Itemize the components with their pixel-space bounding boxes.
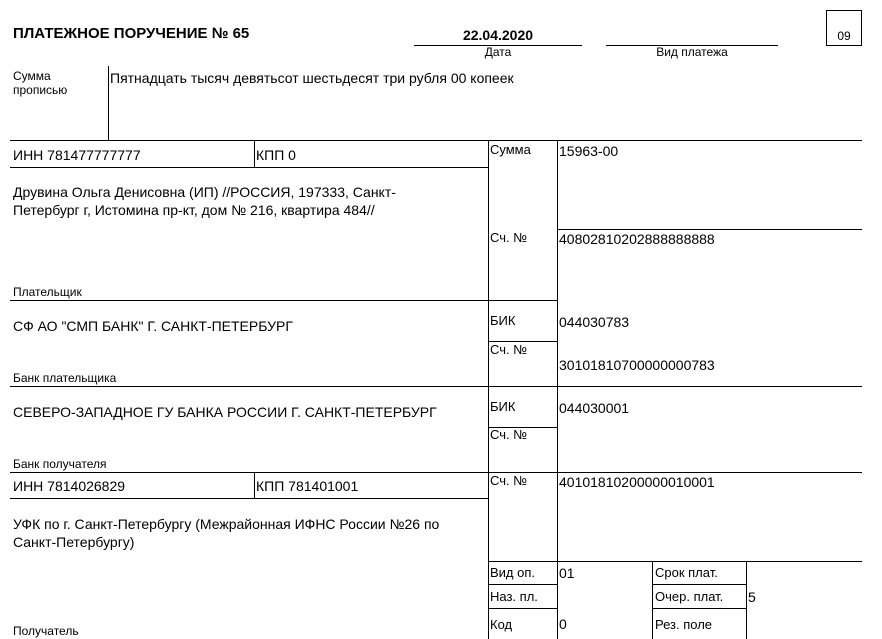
payer-bank-bik-value: 044030783	[559, 314, 630, 330]
payer-bank-label: Банк плательщика	[13, 371, 117, 385]
form-code: 09	[837, 29, 851, 43]
payee-inn-bottom-line	[10, 498, 488, 499]
op-type-label: Вид оп.	[490, 565, 536, 580]
payer-inn-bottom-line	[10, 167, 488, 168]
payment-type-label: Вид платежа	[656, 45, 728, 59]
code-label: Код	[490, 617, 513, 632]
payee-bank-bik-label: БИК	[490, 399, 516, 414]
payee-bank-name: СЕВЕРО-ЗАПАДНОЕ ГУ БАНКА РОССИИ Г. САНКТ-ПЕТЕРБУРГ	[13, 404, 437, 420]
payee-inn: ИНН 7814026829	[13, 478, 126, 494]
payee-label: Получатель	[13, 624, 79, 638]
details-col-line-2	[746, 561, 747, 639]
value-line-payer-bank	[557, 386, 862, 387]
payee-name-line-1: УФК по г. Санкт-Петербургу (Межрайонная ИФНС России №26 по	[13, 516, 440, 532]
code-value: 0	[559, 616, 567, 632]
amount-words-label-2: прописью	[13, 83, 68, 97]
amount-words-bottom-line	[10, 140, 862, 141]
amount-words-label-1: Сумма	[13, 69, 51, 83]
payer-account-label: Сч. №	[490, 230, 528, 245]
details-row-line-1a	[488, 584, 557, 585]
details-col-line-1	[652, 561, 653, 639]
purpose-label: Наз. пл.	[490, 589, 538, 604]
payer-label: Плательщик	[13, 285, 82, 299]
payer-name-line-2: Петербург г, Истомина пр-кт, дом № 216, квартира 484//	[13, 202, 375, 218]
payer-kpp: КПП 0	[256, 147, 296, 163]
payee-bank-bottom-line	[10, 472, 488, 473]
document-title: ПЛАТЕЖНОЕ ПОРУЧЕНИЕ № 65	[13, 25, 250, 42]
amount-value: 15963-00	[559, 143, 619, 159]
payee-inn-kpp-divider	[254, 472, 255, 498]
amount-words-value: Пятнадцать тысяч девятьсот шестьдесят три рубля 00 копеек	[110, 70, 514, 86]
column-line-labels	[488, 141, 489, 639]
payee-account-label: Сч. №	[490, 473, 528, 488]
value-line-amount	[557, 229, 862, 230]
payee-account-value: 40101810200000010001	[559, 474, 715, 490]
payee-bank-account-label: Сч. №	[490, 427, 528, 442]
details-top-line	[488, 561, 862, 562]
payer-inn-kpp-divider	[254, 141, 255, 167]
payer-bank-account-label: Сч. №	[490, 342, 528, 357]
value-line-payee-bank	[557, 472, 862, 473]
payer-bank-account-value: 30101810700000000783	[559, 357, 715, 373]
label-col-line-1	[488, 300, 557, 301]
payer-bottom-line	[10, 300, 488, 301]
payer-account-value: 40802810202888888888	[559, 231, 715, 247]
payer-bank-name: СФ АО "СМП БАНК" Г. САНКТ-ПЕТЕРБУРГ	[13, 318, 293, 334]
payer-inn: ИНН 781477777777	[13, 147, 141, 163]
date-value: 22.04.2020	[462, 27, 534, 43]
details-row-line-2a	[488, 608, 557, 609]
order-value: 5	[748, 589, 756, 605]
op-type-value: 01	[559, 565, 575, 581]
payer-bank-bottom-line	[10, 386, 488, 387]
column-line-values	[557, 141, 558, 639]
details-row-line-1b	[652, 584, 746, 585]
reserve-label: Рез. поле	[655, 617, 713, 632]
date-label: Дата	[484, 45, 512, 59]
amount-label: Сумма	[490, 142, 531, 157]
payer-name-line-1: Друвина Ольга Денисовна (ИП) //РОССИЯ, 197333, Санкт-	[13, 184, 396, 200]
amount-words-divider	[108, 66, 109, 141]
details-row-line-2b	[652, 608, 746, 609]
payee-bank-bik-value: 044030001	[559, 400, 630, 416]
payee-kpp: КПП 781401001	[256, 478, 359, 494]
payee-name-line-2: Санкт-Петербургу)	[13, 534, 135, 550]
order-label: Очер. плат.	[655, 589, 724, 604]
payer-bank-bik-label: БИК	[490, 313, 516, 328]
label-col-line-3	[488, 386, 557, 387]
pay-term-label: Срок плат.	[655, 565, 718, 580]
payee-bank-label: Банк получателя	[13, 457, 107, 471]
